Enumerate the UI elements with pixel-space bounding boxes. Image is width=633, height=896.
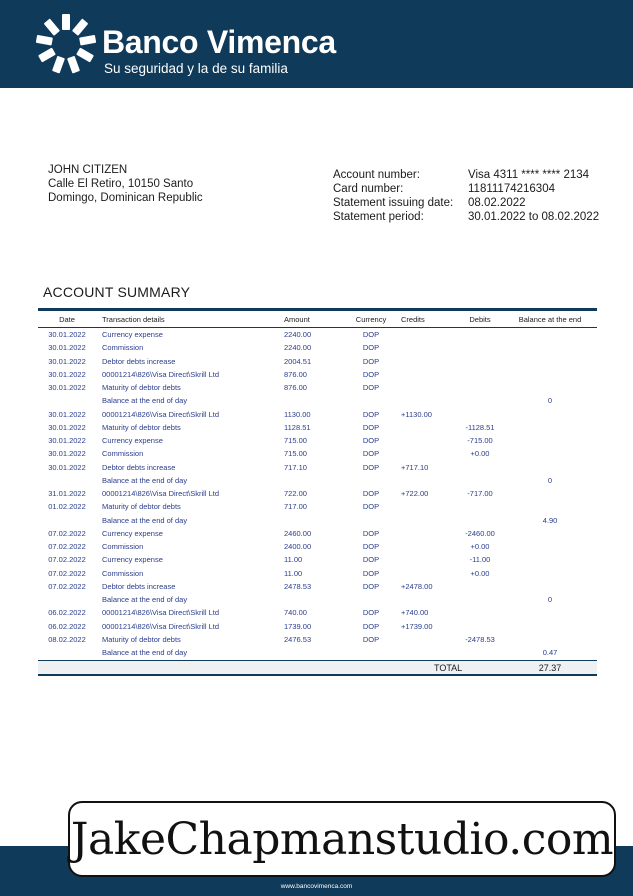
account-info-label: Statement issuing date: [333, 197, 454, 209]
cell-currency: DOP [362, 330, 380, 339]
table-row [38, 567, 597, 580]
cell-date: 30.01.2022 [48, 422, 86, 432]
cell-date: 30.01.2022 [48, 436, 86, 445]
cell-currency: DOP [362, 608, 380, 618]
cell-currency: DOP [362, 568, 380, 578]
bank-tagline: Su seguridad y la de su familia [104, 61, 288, 76]
account-info-value: 11811174216304 [468, 183, 555, 195]
account-info-label: Account number: [333, 169, 420, 181]
table-row [38, 461, 597, 474]
cell-date: 07.02.2022 [48, 568, 86, 578]
cell-details: Maturity of debtor debts [102, 422, 181, 432]
cell-details: Commission [102, 449, 144, 459]
cell-amount: 1130.00 [284, 409, 311, 419]
cell-credits: +2478.00 [401, 581, 433, 591]
cell-amount: 722.00 [284, 489, 307, 498]
cell-currency: DOP [362, 502, 380, 512]
customer-name: JOHN CITIZEN [48, 164, 128, 176]
cell-amount: 11.00 [284, 555, 303, 565]
cell-credits: +1130.00 [401, 409, 432, 419]
cell-balance: 0 [547, 396, 553, 406]
cell-currency: DOP [362, 343, 380, 353]
cell-date: 07.02.2022 [48, 555, 86, 565]
table-body [38, 328, 597, 659]
footer-website-link[interactable]: www.bancovimenca.com [280, 883, 353, 890]
cell-details: Balance at the end of day [102, 396, 188, 406]
table-row [38, 553, 597, 566]
table-row [38, 540, 597, 553]
bank-name: Banco Vimenca [102, 24, 336, 60]
account-info-value: 08.02.2022 [468, 197, 526, 209]
cell-debits: -1128.51 [465, 422, 495, 432]
column-header-balance: Balance at the end [518, 315, 582, 324]
cell-currency: DOP [362, 383, 380, 392]
cell-amount: 1128.51 [284, 422, 311, 432]
cell-details: 00001214\826\Visa Direct\Skrill Ltd [102, 369, 220, 379]
cell-details: Balance at the end of day [102, 475, 188, 485]
table-row [38, 474, 597, 487]
cell-details: 00001214\826\Visa Direct\Skrill Ltd [102, 489, 220, 498]
table-row [38, 421, 597, 434]
table-row [38, 368, 597, 381]
account-info-label: Statement period: [333, 211, 424, 223]
table-row [38, 394, 597, 407]
cell-credits: +717.10 [401, 462, 429, 472]
table-row [38, 514, 597, 527]
cell-details: Currency expense [102, 330, 163, 339]
cell-amount: 2240.00 [284, 330, 312, 339]
customer-address-line: Domingo, Dominican Republic [48, 192, 203, 204]
cell-currency: DOP [362, 356, 380, 366]
customer-address-line: Calle El Retiro, 10150 Santo [48, 178, 194, 190]
customer-address-block [48, 163, 203, 205]
cell-date: 30.01.2022 [48, 369, 86, 379]
starburst-logo-icon [34, 12, 98, 76]
cell-currency: DOP [362, 436, 380, 445]
cell-details: Currency expense [102, 555, 163, 565]
table-row [38, 527, 597, 540]
table-row [38, 434, 597, 447]
table-row [38, 328, 597, 341]
total-label: TOTAL [434, 663, 463, 674]
table-row [38, 341, 597, 354]
cell-credits: +722.00 [401, 489, 429, 498]
table-row [38, 447, 597, 460]
cell-details: Balance at the end of day [102, 648, 188, 657]
column-header-amount: Amount [284, 315, 310, 324]
cell-amount: 2400.00 [284, 542, 312, 551]
cell-details: Currency expense [102, 528, 163, 538]
cell-currency: DOP [362, 555, 380, 565]
cell-amount: 1739.00 [284, 621, 312, 631]
cell-details: Currency expense [102, 436, 163, 445]
cell-currency: DOP [362, 422, 380, 432]
cell-amount: 715.00 [284, 449, 307, 459]
cell-details: 00001214\826\Visa Direct\Skrill Ltd [102, 621, 220, 631]
account-info-value: 30.01.2022 to 08.02.2022 [468, 211, 600, 223]
cell-currency: DOP [362, 542, 380, 551]
cell-date: 30.01.2022 [48, 343, 86, 353]
account-info-label: Card number: [333, 183, 404, 195]
cell-currency: DOP [362, 449, 380, 459]
cell-details: Maturity of debtor debts [102, 634, 181, 644]
cell-debits: +0.00 [470, 449, 490, 459]
cell-date: 07.02.2022 [48, 528, 86, 538]
table-header-row [38, 313, 597, 328]
cell-date: 30.01.2022 [48, 356, 86, 366]
cell-credits: +740.00 [401, 608, 429, 618]
cell-details: Commission [102, 542, 144, 551]
cell-date: 30.01.2022 [48, 383, 86, 392]
transactions-table [38, 308, 597, 676]
total-value: 27.37 [538, 663, 562, 674]
table-row [38, 381, 597, 394]
cell-details: Debtor debts increase [102, 462, 176, 472]
cell-date: 07.02.2022 [48, 581, 86, 591]
cell-currency: DOP [362, 409, 380, 419]
total-row [38, 660, 597, 674]
cell-date: 08.02.2022 [48, 634, 86, 644]
cell-debits: -717.00 [467, 489, 493, 498]
cell-details: Debtor debts increase [102, 356, 176, 366]
column-header-debits: Debits [469, 315, 491, 324]
cell-currency: DOP [362, 528, 380, 538]
account-info-value: Visa 4311 **** **** 2134 [468, 169, 590, 181]
cell-amount: 2478.53 [284, 581, 312, 591]
cell-amount: 2460.00 [284, 528, 312, 538]
cell-amount: 2004.51 [284, 356, 312, 366]
cell-amount: 740.00 [284, 608, 307, 618]
cell-debits: +0.00 [470, 542, 490, 551]
cell-details: Commission [102, 343, 144, 353]
cell-currency: DOP [362, 489, 380, 498]
cell-date: 30.01.2022 [48, 409, 86, 419]
cell-amount: 876.00 [284, 383, 307, 392]
cell-details: 00001214\826\Visa Direct\Skrill Ltd [102, 409, 220, 419]
table-row [38, 593, 597, 606]
cell-amount: 11.00 [284, 568, 303, 578]
bank-header [0, 0, 633, 88]
cell-date: 06.02.2022 [48, 621, 86, 631]
table-row [38, 633, 597, 646]
cell-debits: -715.00 [467, 436, 493, 445]
cell-balance: 0 [547, 475, 553, 485]
table-row [38, 620, 597, 633]
section-title: ACCOUNT SUMMARY [43, 284, 191, 300]
column-header-credits: Credits [401, 315, 425, 324]
cell-currency: DOP [362, 462, 380, 472]
table-row [38, 487, 597, 500]
table-top-rule [38, 308, 597, 311]
cell-date: 31.01.2022 [48, 489, 86, 498]
cell-amount: 717.00 [284, 502, 307, 512]
cell-debits: -2478.53 [465, 634, 495, 644]
cell-details: Debtor debts increase [102, 581, 176, 591]
cell-date: 01.02.2022 [48, 502, 86, 512]
cell-details: Maturity of debtor debts [102, 383, 181, 392]
column-header-details: Transaction details [102, 315, 165, 324]
cell-date: 30.01.2022 [48, 462, 86, 472]
cell-details: Balance at the end of day [102, 515, 188, 525]
cell-debits: +0.00 [470, 568, 490, 578]
watermark-box [68, 801, 616, 877]
cell-date: 30.01.2022 [48, 330, 86, 339]
table-row [38, 606, 597, 619]
column-header-currency: Currency [355, 315, 387, 324]
column-header-date: Date [59, 315, 75, 324]
cell-amount: 876.00 [284, 369, 307, 379]
cell-currency: DOP [362, 634, 380, 644]
cell-balance: 0 [547, 595, 553, 604]
watermark-text: JakeChapmanstudio.com [70, 813, 614, 865]
table-row [38, 408, 597, 421]
cell-currency: DOP [362, 621, 380, 631]
cell-currency: DOP [362, 581, 380, 591]
cell-amount: 2240.00 [284, 343, 312, 353]
cell-amount: 717.10 [284, 462, 307, 472]
cell-balance: 0.47 [542, 648, 558, 657]
table-row [38, 646, 597, 659]
cell-details: 00001214\826\Visa Direct\Skrill Ltd [102, 608, 220, 618]
cell-credits: +1739.00 [401, 621, 433, 631]
cell-amount: 2476.53 [284, 634, 312, 644]
cell-date: 07.02.2022 [48, 542, 86, 551]
cell-details: Commission [102, 568, 144, 578]
table-row [38, 580, 597, 593]
table-row [38, 355, 597, 368]
cell-currency: DOP [362, 369, 380, 379]
cell-details: Maturity of debtor debts [102, 502, 181, 512]
cell-date: 30.01.2022 [48, 449, 86, 459]
cell-debits: -11.00 [469, 555, 491, 565]
cell-balance: 4.90 [542, 515, 558, 525]
cell-date: 06.02.2022 [48, 608, 86, 618]
cell-debits: -2460.00 [465, 528, 495, 538]
cell-amount: 715.00 [284, 436, 307, 445]
table-row [38, 500, 597, 513]
cell-details: Balance at the end of day [102, 595, 188, 604]
